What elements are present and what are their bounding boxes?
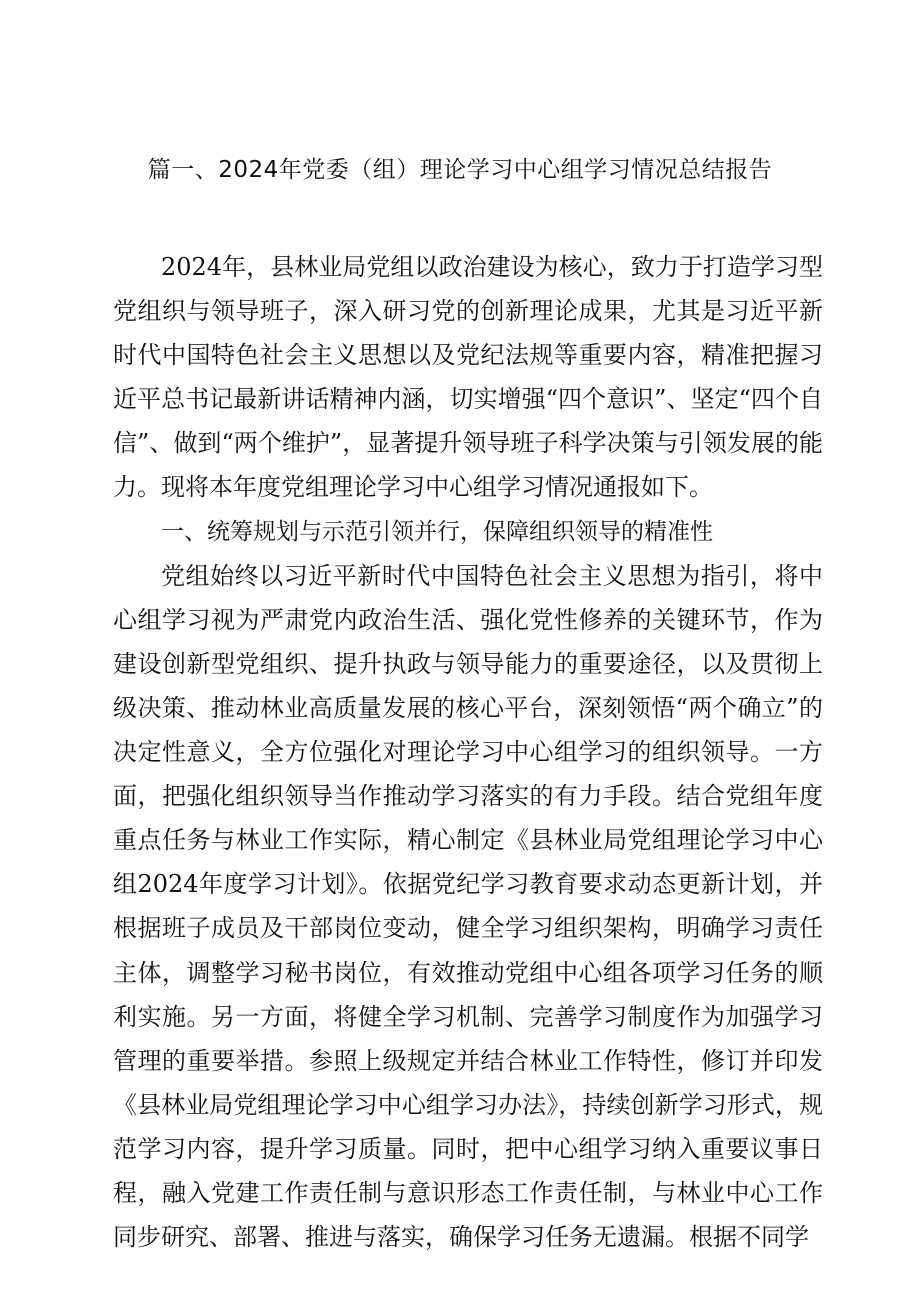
document-title: 篇一、2024年党委（组）理论学习中心组学习情况总结报告 xyxy=(147,157,773,183)
intro-paragraph: 2024年，县林业局党组以政治建设为核心，致力于打造学习型党组织与领导班子，深入研习党的创新理论成果，尤其是习近平新时代中国特色社会主义思想以及党纪法规等重要内容，精准把握习近平总书记最新讲话精神内涵，切实增强“四个意识”、坚定“四个自信”、做到“两个维护”，显著提升领导班子科学决策与引领发展的能力。现将本年度党组理论学习中心组学习情况通报如下。 xyxy=(113,253,823,502)
document-body xyxy=(113,245,823,1259)
section-paragraph: 党组始终以习近平新时代中国特色社会主义思想为指引，将中心组学习视为严肃党内政治生活、强化党性修养的关键环节，作为建设创新型党组织、提升执政与领导能力的重要途径，以及贯彻上级决策、推动林业高质量发展的核心平台，深刻领悟“两个确立”的决定性意义，全方位强化对理论学习中心组学习的组织领导。一方面，把强化组织领导当作推动学习落实的有力手段。结合党组年度重点任务与林业工作实际，精心制定《县林业局党组理论学习中心组2024年度学习计划》。依据党纪学习教育要求动态更新计划，并根据班子成员及干部岗位变动，健全学习组织架构，明确学习责任主体，调整学习秘书岗位，有效推动党组中心组各项学习任务的顺利实施。另一方面，将健全学习机制、完善学习制度作为加强学习管理的重要举措。参照上级规定并结合林业工作特性，修订并印发《县林业局党组理论学习中心组学习办法》，持续创新学习形式，规范学习内容，提升学习质量。同时，把中心组学习纳入重要议事日程，融入党建工作责任制与意识形态工作责任制，与林业中心工作同步研究、部署、推进与落实，确保学习任务无遗漏。根据不同学 xyxy=(113,561,823,1252)
section-heading: 一、统筹规划与示范引领并行，保障组织领导的精准性 xyxy=(161,518,713,545)
